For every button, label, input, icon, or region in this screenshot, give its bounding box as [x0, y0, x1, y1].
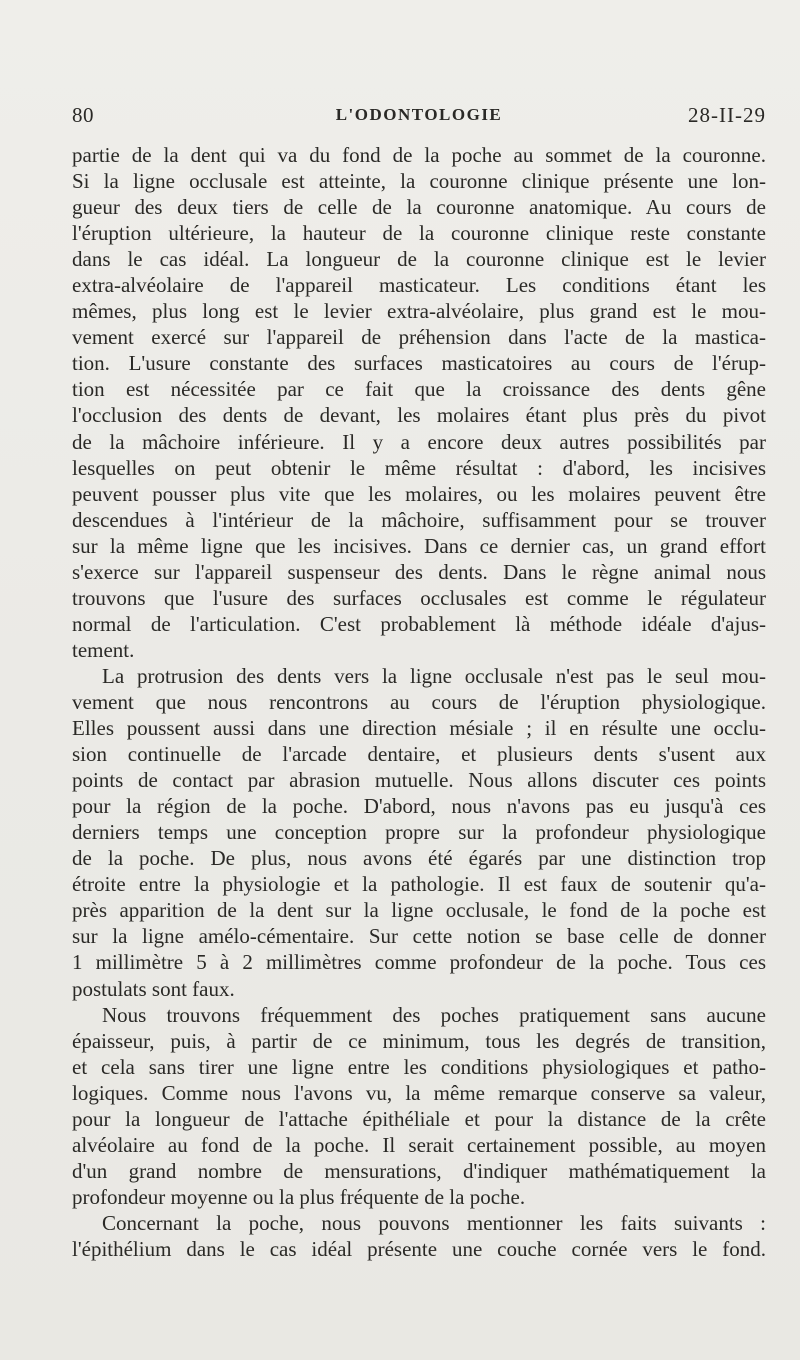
page-header: [72, 103, 766, 131]
text-line: l'épithélium dans le cas idéal présente une couche cornée vers le fond.: [72, 1236, 766, 1261]
text-line: étroite entre la physiologie et la pathologie. Il est faux de soutenir qu'a-: [72, 872, 766, 897]
text-line: l'éruption ultérieure, la hauteur de la couronne clinique reste constante: [72, 221, 766, 246]
text-line: de la mâchoire inférieure. Il y a encore deux autres possibilités par: [72, 429, 766, 454]
text-line: mêmes, plus long est le levier extra-alvéolaire, plus grand est le mou-: [72, 299, 766, 324]
text-line: l'occlusion des dents de devant, les molaires étant plus près du pivot: [72, 403, 766, 428]
text-line: Elles poussent aussi dans une direction mésiale ; il en résulte une occlu-: [72, 716, 766, 741]
text-line: vement que nous rencontrons au cours de l'éruption physiologique.: [72, 689, 766, 714]
text-line: sur la même ligne que les incisives. Dans ce dernier cas, un grand effort: [72, 533, 766, 558]
issue-date: 28-II-29: [688, 103, 766, 127]
text-line: peuvent pousser plus vite que les molaires, ou les molaires peuvent être: [72, 481, 766, 506]
text-line: Nous trouvons fréquemment des poches pratiquement sans aucune: [102, 1002, 766, 1027]
text-line: profondeur moyenne ou la plus fréquente de la poche.: [72, 1184, 526, 1209]
text-line: logiques. Comme nous l'avons vu, la même remarque conserve sa valeur,: [72, 1080, 766, 1105]
text-line: trouvons que l'usure des surfaces occlusales est comme le régulateur: [72, 585, 766, 610]
text-line: dans le cas idéal. La longueur de la couronne clinique est le levier: [72, 247, 766, 272]
text-line: tement.: [72, 637, 135, 662]
text-line: Si la ligne occlusale est atteinte, la couronne clinique présente une lon-: [72, 169, 766, 194]
text-line: vement exercé sur l'appareil de préhension dans l'acte de la mastica-: [72, 325, 766, 350]
text-line: et cela sans tirer une ligne entre les conditions physiologiques et patho-: [72, 1054, 766, 1079]
text-line: Concernant la poche, nous pouvons mentionner les faits suivants :: [102, 1210, 766, 1235]
text-line: alvéolaire au fond de la poche. Il serait certainement possible, au moyen: [72, 1132, 766, 1157]
text-line: pour la région de la poche. D'abord, nous n'avons pas eu jusqu'à ces: [72, 794, 766, 819]
text-line: tion est nécessitée par ce fait que la croissance des dents gêne: [72, 377, 766, 402]
text-line: partie de la dent qui va du fond de la poche au sommet de la couronne.: [72, 143, 766, 167]
text-line: s'exerce sur l'appareil suspenseur des dents. Dans le règne animal nous: [72, 559, 766, 584]
text-line: normal de l'articulation. C'est probablement là méthode idéale d'ajus-: [72, 611, 766, 636]
text-line: derniers temps une conception propre sur la profondeur physiologique: [72, 820, 766, 845]
text-line: postulats sont faux.: [72, 976, 235, 1001]
text-line: sion continuelle de l'arcade dentaire, et plusieurs dents s'usent aux: [72, 742, 766, 767]
text-line: extra-alvéolaire de l'appareil masticateur. Les conditions étant les: [72, 273, 766, 298]
body-text: [72, 142, 766, 1262]
text-line: gueur des deux tiers de celle de la couronne anatomique. Au cours de: [72, 195, 766, 220]
text-line: sur la ligne amélo-cémentaire. Sur cette notion se base celle de donner: [72, 924, 766, 949]
page-number: 80: [72, 103, 94, 127]
text-line: lesquelles on peut obtenir le même résultat : d'abord, les incisives: [72, 455, 766, 480]
text-line: La protrusion des dents vers la ligne occlusale n'est pas le seul mou-: [102, 663, 766, 688]
text-line: 1 millimètre 5 à 2 millimètres comme profondeur de la poche. Tous ces: [72, 950, 766, 975]
text-line: points de contact par abrasion mutuelle. Nous allons discuter ces points: [72, 768, 766, 793]
text-line: d'un grand nombre de mensurations, d'indiquer mathématiquement la: [72, 1158, 766, 1183]
text-line: descendues à l'intérieur de la mâchoire, suffisamment pour se trouver: [72, 507, 766, 532]
text-line: pour la longueur de l'attache épithéliale et pour la distance de la crête: [72, 1106, 766, 1131]
text-line: épaisseur, puis, à partir de ce minimum, tous les degrés de transition,: [72, 1028, 766, 1053]
text-line: tion. L'usure constante des surfaces masticatoires au cours de l'érup-: [72, 351, 766, 376]
text-line: près apparition de la dent sur la ligne occlusale, le fond de la poche est: [72, 898, 766, 923]
running-title: L'ODONTOLOGIE: [335, 105, 503, 124]
text-line: de la poche. De plus, nous avons été égarés par une distinction trop: [72, 846, 766, 871]
